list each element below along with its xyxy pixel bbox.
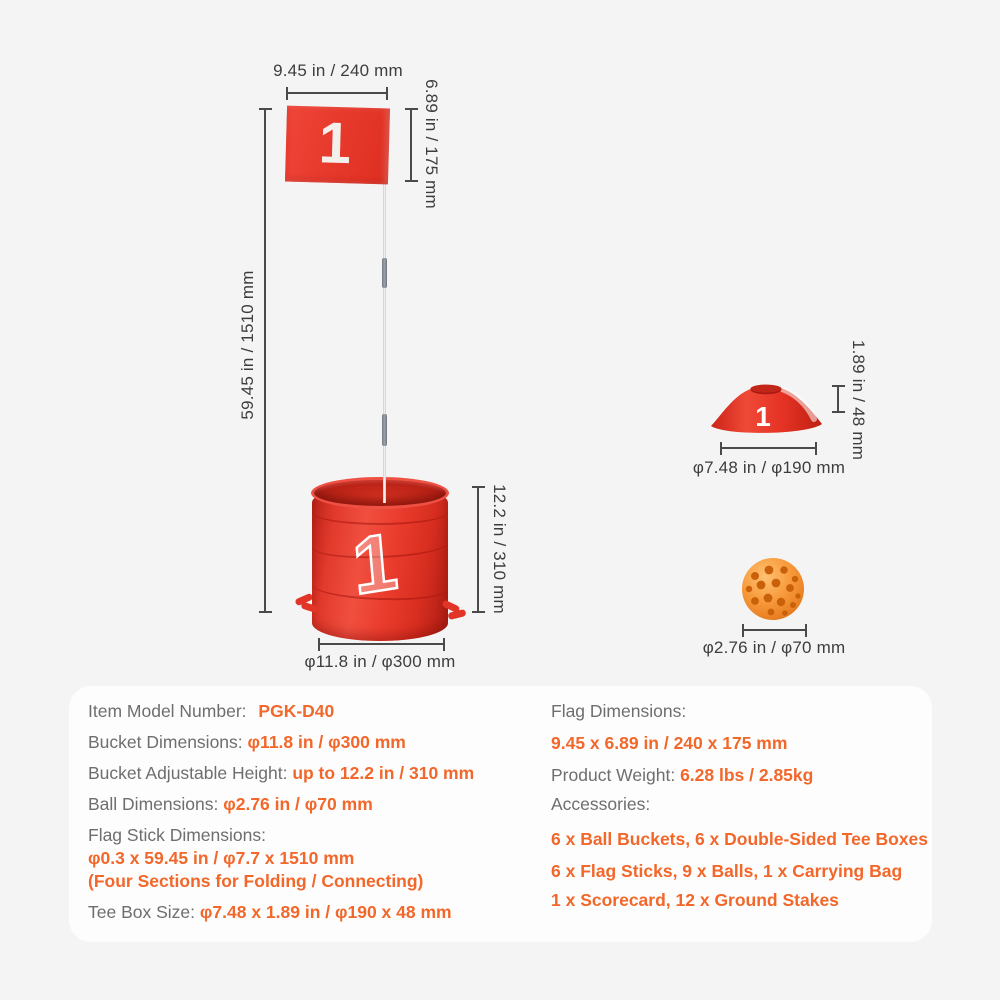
bucket-diameter-label: φ11.8 in / φ300 mm xyxy=(304,652,456,671)
ball-diameter-dimension-line xyxy=(742,629,807,631)
spec-row-flagstick-label: Flag Stick Dimensions: xyxy=(88,825,266,845)
spec-column-left xyxy=(88,700,533,932)
spec-row-model-number: Item Model Number: PGK-D40 xyxy=(88,701,335,721)
golf-flag xyxy=(285,106,390,185)
flag-number: 1 xyxy=(317,110,353,177)
spec-column-right xyxy=(551,700,929,921)
spec-row-ball-dimensions: Ball Dimensions: φ2.76 in / φ70 mm xyxy=(88,794,373,814)
tee-box-cone xyxy=(710,380,824,440)
bucket-height-dimension-line xyxy=(477,486,479,613)
tee-box-diameter-dimension-line xyxy=(720,447,817,449)
bucket-opening xyxy=(311,477,449,509)
spec-row-accessories-label: Accessories: xyxy=(551,794,651,814)
spec-row-accessories-2: 6 x Flag Sticks, 9 x Balls, 1 x Carrying Bag xyxy=(551,861,903,881)
bucket-tie xyxy=(447,609,466,620)
bucket-height-label: 12.2 in / 310 mm xyxy=(490,484,509,614)
spec-row-bucket-dimensions: Bucket Dimensions: φ11.8 in / φ300 mm xyxy=(88,732,406,752)
flag-stick xyxy=(383,176,386,503)
spec-row-flagstick-note: (Four Sections for Folding / Connecting) xyxy=(88,871,424,891)
spec-panel xyxy=(69,686,932,942)
tee-box-height-dimension-line xyxy=(837,385,839,413)
flagstick-height-dimension-line xyxy=(264,108,266,613)
practice-ball xyxy=(741,557,805,621)
tee-box-number: 1 xyxy=(755,401,771,432)
spec-row-tee-box-size: Tee Box Size: φ7.48 x 1.89 in / φ190 x 48 mm xyxy=(88,902,452,922)
flag-stick-connector xyxy=(382,258,387,288)
spec-row-flag-dimensions-value: 9.45 x 6.89 in / 240 x 175 mm xyxy=(551,733,788,753)
flag-height-dimension-line xyxy=(410,108,412,182)
spec-row-product-weight: Product Weight: 6.28 lbs / 2.85kg xyxy=(551,765,814,785)
spec-row-bucket-height: Bucket Adjustable Height: up to 12.2 in / 310 mm xyxy=(88,763,475,783)
flag-width-label: 9.45 in / 240 mm xyxy=(273,61,403,80)
tee-box-height-label: 1.89 in / 48 mm xyxy=(849,339,868,461)
flag-height-label: 6.89 in / 175 mm xyxy=(422,79,441,209)
flag-stick-connector xyxy=(382,414,387,446)
spec-row-flag-dimensions-label: Flag Dimensions: xyxy=(551,701,687,721)
bucket-diameter-dimension-line xyxy=(318,643,445,645)
spec-row-accessories-3: 1 x Scorecard, 12 x Ground Stakes xyxy=(551,890,839,910)
bucket-number: 1 xyxy=(349,515,401,612)
spec-row-accessories-1: 6 x Ball Buckets, 6 x Double-Sided Tee Boxes xyxy=(551,829,929,849)
flag-width-dimension-line xyxy=(286,92,388,94)
tee-box-diameter-label: φ7.48 in / φ190 mm xyxy=(692,458,846,477)
ball-diameter-label: φ2.76 in / φ70 mm xyxy=(702,638,846,657)
flagstick-height-label: 59.45 in / 1510 mm xyxy=(238,270,257,420)
spec-row-flagstick-value: φ0.3 x 59.45 in / φ7.7 x 1510 mm xyxy=(88,848,355,868)
